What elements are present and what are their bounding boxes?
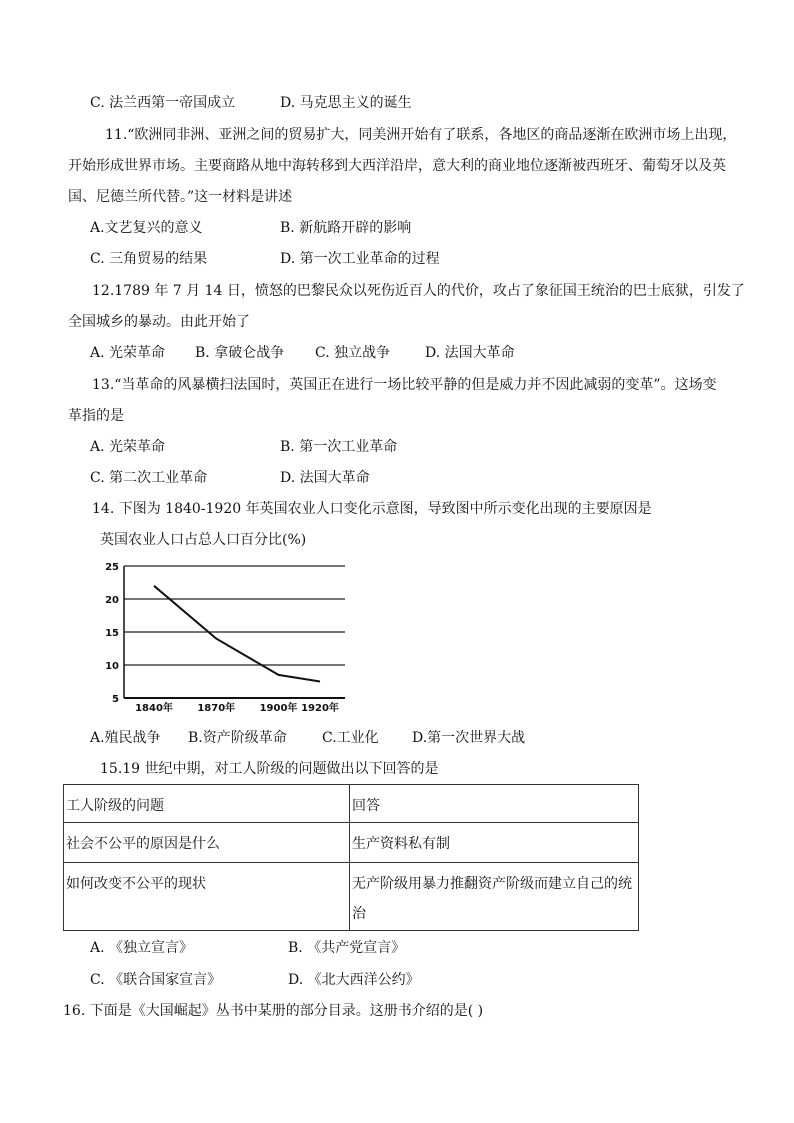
table-row [64, 823, 639, 863]
q13-option-a: A. 光荣革命 [90, 439, 166, 455]
y-tick-label: 5 [112, 694, 119, 705]
x-tick-label: 1840年 [135, 703, 173, 714]
x-tick-label: 1920年 [301, 703, 339, 714]
x-tick-label: 1900年 [259, 703, 298, 714]
chart-title: 英国农业人口占总人口百分比(%) [100, 532, 307, 548]
q15-stem: 15.19 世纪中期，对工人阶级的问题做出以下回答的是 [100, 761, 439, 777]
table-cell: 如何改变不公平的现状 [64, 863, 350, 931]
q15-option-b: B. 《共产党宣言》 [288, 940, 406, 956]
q13-stem-line-2: 革指的是 [68, 408, 124, 424]
q14-option-d: D.第一次世界大战 [412, 730, 526, 746]
q16-stem: 16. 下面是《大国崛起》丛书中某册的部分目录。这册书介绍的是( ) [63, 1003, 484, 1019]
q11-option-b: B. 新航路开辟的影响 [280, 220, 412, 236]
q11-stem-line-2: 开始形成世界市场。主要商路从地中海转移到大西洋沿岸，意大利的商业地位逐渐被西班牙、葡萄牙以及英 [68, 158, 726, 174]
y-tick-label: 10 [105, 661, 119, 672]
table-header-cell: 工人阶级的问题 [64, 785, 350, 823]
chart-series [154, 586, 320, 682]
q14-option-a: A.殖民战争 [90, 730, 161, 746]
q13-stem-line-1: 13.“当革命的风暴横扫法国时，英国正在进行一场比较平静的但是威力并不因此减弱的变革”。这场变 [92, 377, 717, 393]
q11-stem-line-1: 11.“欧洲同非洲、亚洲之间的贸易扩大，同美洲开始有了联系，各地区的商品逐渐在欧洲市场上出现， [105, 127, 737, 143]
q10-option-d: D. 马克思主义的诞生 [280, 95, 412, 111]
table-row [64, 785, 639, 823]
q11-option-a: A.文艺复兴的意义 [90, 220, 203, 236]
q11-option-d: D. 第一次工业革命的过程 [280, 251, 440, 267]
table-cell: 生产资料私有制 [350, 823, 639, 863]
table-cell: 无产阶级用暴力推翻资产阶级而建立自己的统治 [350, 863, 639, 931]
table-row [64, 863, 639, 931]
q15-option-c: C. 《联合国家宣言》 [90, 972, 222, 988]
q13-option-b: B. 第一次工业革命 [280, 439, 398, 455]
q12-option-c: C. 独立战争 [315, 345, 391, 361]
q15-option-a: A. 《独立宣言》 [90, 940, 194, 956]
table-header-cell: 回答 [350, 785, 639, 823]
q11-stem-line-3: 国、尼德兰所代替。”这一材料是讲述 [68, 189, 293, 205]
y-tick-label: 25 [105, 562, 119, 573]
q11-option-c: C. 三角贸易的结果 [90, 251, 208, 267]
q12-stem-line-1: 12.1789 年 7 月 14 日，愤怒的巴黎民众以死伤近百人的代价，攻占了象征国王统治的巴士底狱，引发了 [92, 283, 745, 299]
q14-option-b: B.资产阶级革命 [188, 730, 287, 746]
q15-option-d: D. 《北大西洋公约》 [288, 972, 420, 988]
q12-option-a: A. 光荣革命 [90, 345, 166, 361]
q13-option-c: C. 第二次工业革命 [90, 470, 208, 486]
q14-stem: 14. 下图为 1840-1920 年英国农业人口变化示意图，导致图中所示变化出现的主要原因是 [92, 501, 652, 517]
q14-option-c: C.工业化 [322, 730, 379, 746]
q12-option-b: B. 拿破仑战争 [195, 345, 285, 361]
q12-stem-line-2: 全国城乡的暴动。由此开始了 [68, 314, 250, 330]
table-cell: 社会不公平的原因是什么 [64, 823, 350, 863]
y-tick-label: 20 [105, 595, 119, 606]
chart-x-ticks [135, 701, 339, 714]
q13-option-d: D. 法国大革命 [280, 470, 370, 486]
q10-option-c: C. 法兰西第一帝国成立 [90, 95, 236, 111]
q15-table [63, 784, 639, 931]
chart-y-ticks [105, 562, 119, 705]
q12-option-d: D. 法国大革命 [425, 345, 515, 361]
agri-population-line-chart [88, 555, 358, 720]
series-line [154, 586, 320, 682]
x-tick-label: 1870年 [197, 703, 236, 714]
y-tick-label: 15 [105, 628, 119, 639]
